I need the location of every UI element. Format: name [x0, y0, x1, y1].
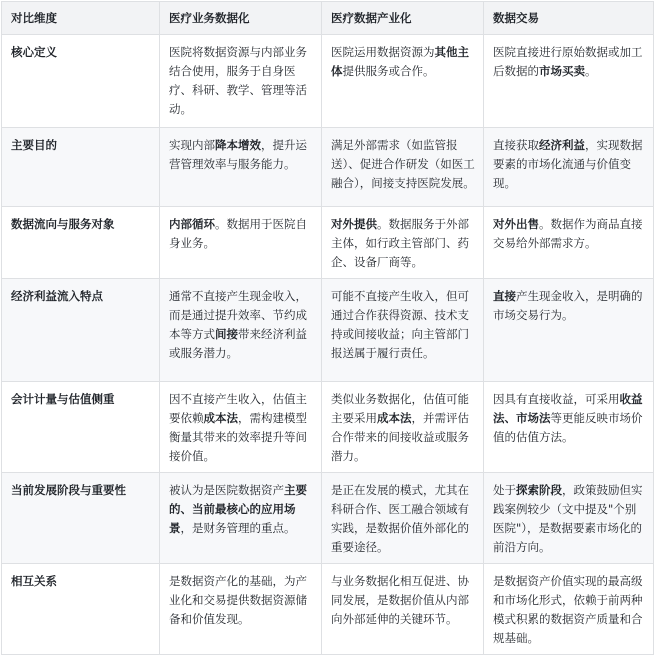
cell-text: ，提升运营管理效率与服务能力。	[169, 138, 307, 171]
cell-text: 。数据用于医院自身业务。	[169, 217, 307, 250]
table-row	[2, 564, 654, 655]
table-row	[2, 207, 654, 279]
table-cell	[484, 128, 654, 207]
cell-text: ，需构建模型衡量其带来的效率提升等间接价值。	[169, 411, 307, 463]
cell-text: 因具有直接收益，可采用	[493, 392, 620, 406]
cell-text: 因不直接产生收入，估值主要依赖	[169, 392, 307, 425]
cell-text: 。数据服务于外部主体，如行政主管部门、药企、设备厂商等。	[331, 217, 469, 269]
table-cell	[322, 207, 484, 279]
row-label: 数据流向与服务对象	[2, 207, 160, 279]
table-row	[2, 35, 654, 128]
cell-text: 医院将数据资源与内部业务结合使用，服务于自身医疗、科研、教学、管理等活动。	[169, 45, 307, 116]
table-cell	[160, 279, 322, 382]
comparison-table	[1, 1, 654, 655]
table-cell	[484, 35, 654, 128]
table-header-row	[2, 2, 654, 35]
table-row	[2, 279, 654, 382]
table-cell	[160, 382, 322, 473]
cell-text: 医院直接进行原始数据或加工后数据的	[493, 45, 643, 78]
cell-text-bold: 降本增效	[215, 138, 261, 152]
cell-text: 是数据资产化的基础，为产业化和交易提供数据资源储备和价值发现。	[169, 574, 307, 626]
cell-text: ，政策鼓励但实践案例较少（文中提及"个别医院"），是数据要素市场化的前沿方向。	[493, 483, 643, 554]
table-cell	[484, 473, 654, 564]
cell-text-bold: 间接	[215, 327, 238, 341]
row-label: 相互关系	[2, 564, 160, 655]
cell-text: 是数据资产价值实现的最高级和市场化形式，依赖于前两种模式积累的数据资产质量和合规基础。	[493, 574, 643, 645]
table-cell	[322, 128, 484, 207]
cell-text-bold: 其他主体	[331, 45, 469, 78]
cell-text: 满足外部需求（如监管报送）、促进合作研发（如医工融合），间接支持医院发展。	[331, 138, 475, 190]
cell-text: 是正在发展的模式，尤其在科研合作、医工融合领域有实践，是数据价值外部化的重要途径。	[331, 483, 469, 554]
cell-text: 医院运用数据资源为	[331, 45, 435, 59]
row-label: 经济利益流入特点	[2, 279, 160, 382]
cell-text-bold: 成本法	[203, 411, 238, 425]
row-label: 主要目的	[2, 128, 160, 207]
header-cell-data-industrialization: 医疗数据产业化	[322, 2, 484, 35]
cell-text-bold: 主要的、当前最核心的应用场景	[169, 483, 307, 535]
cell-text-bold: 市场买卖	[539, 64, 585, 78]
cell-text: ，实现数据要素的市场化流通与价值变现。	[493, 138, 643, 190]
cell-text: 直接获取	[493, 138, 539, 152]
header-cell-business-datafication: 医疗业务数据化	[160, 2, 322, 35]
cell-text-bold: 成本法	[377, 411, 412, 425]
cell-text-bold: 直接	[493, 289, 516, 303]
cell-text: 被认为是医院数据资产	[169, 483, 284, 497]
cell-text: 类似业务数据化，估值可能主要采用	[331, 392, 469, 425]
table-cell	[160, 473, 322, 564]
cell-text-bold: 内部循环	[169, 217, 215, 231]
table-cell	[160, 564, 322, 655]
table-cell	[484, 279, 654, 382]
cell-text: ，是财务管理的重点。	[180, 521, 296, 535]
row-label: 会计计量与估值侧重	[2, 382, 160, 473]
table-cell	[322, 35, 484, 128]
cell-text-bold: 对外提供	[331, 217, 377, 231]
cell-text: 。	[585, 64, 597, 78]
table-cell	[160, 35, 322, 128]
table-cell	[322, 382, 484, 473]
header-cell-dimension: 对比维度	[2, 2, 160, 35]
row-label: 核心定义	[2, 35, 160, 128]
cell-text: 。数据作为商品直接交易给外部需求方。	[493, 217, 643, 250]
cell-text: 可能不直接产生收入，但可通过合作获得资源、技术支持或间接收益；向主管部门报送属于履行责任。	[331, 289, 469, 360]
cell-text-bold: 对外出售	[493, 217, 539, 231]
cell-text-bold: 收益法、市场法	[493, 392, 643, 425]
cell-text: 等更能反映市场价值的估值方法。	[493, 411, 643, 444]
table-cell	[322, 473, 484, 564]
table-row	[2, 128, 654, 207]
cell-text: 产生现金收入，是明确的市场交易行为。	[493, 289, 643, 322]
cell-text: 与业务数据化相互促进、协同发展，是数据价值从内部向外部延伸的关键环节。	[331, 574, 469, 626]
table-cell	[322, 279, 484, 382]
cell-text-bold: 探索阶段	[516, 483, 562, 497]
header-cell-data-trading: 数据交易	[484, 2, 654, 35]
cell-text-bold: 经济利益	[539, 138, 585, 152]
table-cell	[160, 128, 322, 207]
table-cell	[484, 564, 654, 655]
table-cell	[322, 564, 484, 655]
table-cell	[160, 207, 322, 279]
row-label: 当前发展阶段与重要性	[2, 473, 160, 564]
table-cell	[484, 207, 654, 279]
cell-text: 实现内部	[169, 138, 215, 152]
table-row	[2, 473, 654, 564]
cell-text: 提供服务或合作。	[342, 64, 435, 78]
cell-text: 通常不直接产生现金收入，而是通过提升效率、节约成本等方式	[169, 289, 307, 341]
table-row	[2, 382, 654, 473]
table-cell	[484, 382, 654, 473]
cell-text: ，并需评估合作带来的间接收益或服务潜力。	[331, 411, 469, 463]
cell-text: 带来经济利益或服务潜力。	[169, 327, 307, 360]
cell-text: 处于	[493, 483, 516, 497]
